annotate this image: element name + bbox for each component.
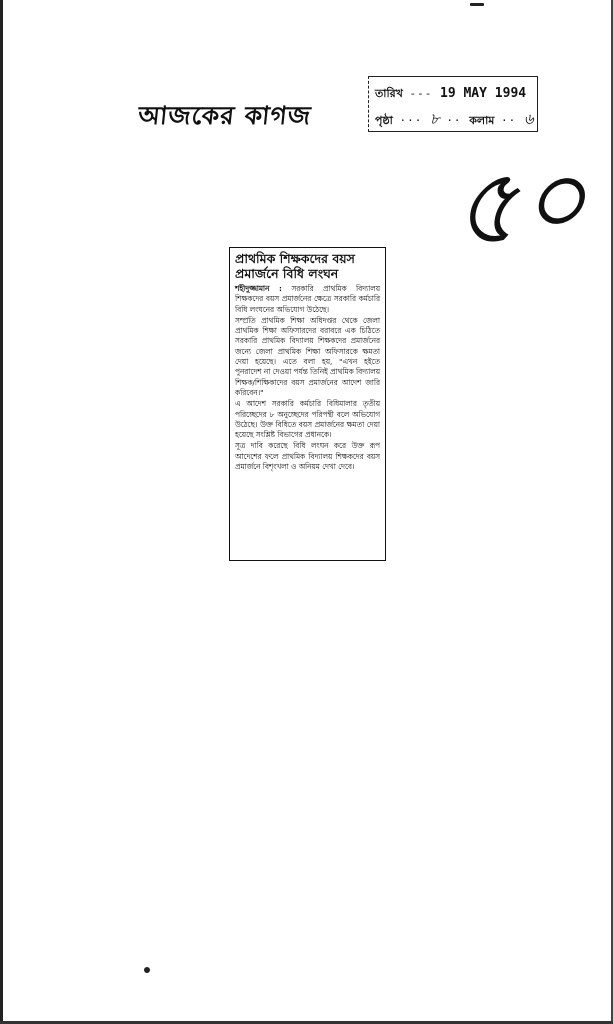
stamp-page-value: ৮ — [429, 110, 440, 128]
headline-line-2: প্রমার্জনে বিধি লংঘন — [235, 266, 339, 281]
article-byline: শহীদুজ্জামান : — [235, 284, 282, 293]
stamp-dots: ··· — [399, 114, 430, 127]
article-paragraph-4: সূত্র দাবি করেছে বিধি লংঘন করে উক্ত রূপ আদেশের ফলে প্রাথমিক বিদ্যালয় শিক্ষকদের বয়স প্রমার্জনে বিশৃংখলা ও অনিয়ম দেখা দেবে। — [235, 441, 380, 472]
handwritten-page-number: ৫০ — [445, 136, 594, 272]
headline-line-1: প্রাথমিক শিক্ষকদের বয়স — [235, 251, 355, 266]
stamp-date-label: তারিখ — [375, 87, 403, 100]
article-paragraph-3: এ আদেশ সরকারি কর্মচারি বিধিমালার তৃতীয় পরিচ্ছেদের ৮ অনুচ্ছেদের পরিপন্থী বলে অভিযোগ উঠেছে। উক্ত বিধিতে বয়স প্রমার্জনের ক্ষমতা দেয়া হয়েছে সংশ্লিষ্ট বিভাগের প্রধানকে। — [235, 399, 380, 440]
stamp-column-label: কলাম — [469, 114, 495, 127]
newspaper-masthead: আজকের কাগজ — [136, 101, 313, 130]
date-stamp — [368, 76, 538, 132]
newspaper-clipping — [229, 247, 386, 561]
article-paragraph-1-text: সরকারি প্রাথমিক বিদ্যালয় শিক্ষকদের বয়স প্রমার্জনের ক্ষেত্রে সরকারি কর্মচারি বিধি লংঘনের অভিযোগ উঠেছে। — [235, 284, 380, 314]
stamp-date-row — [375, 85, 526, 104]
ink-speck — [470, 3, 484, 6]
article-paragraph-1 — [235, 284, 380, 315]
stamp-page-row — [375, 108, 534, 133]
stamp-page-label: পৃষ্ঠা — [375, 114, 393, 127]
stamp-column-value: ৬ — [523, 110, 534, 128]
stamp-dots: ·· — [501, 114, 524, 127]
stamp-date-value: 19 MAY 1994 — [440, 86, 527, 101]
article-paragraph-2: সম্প্রতি প্রাথমিক শিক্ষা অধিদপ্তর থেকে জেলা প্রাথমিক শিক্ষা অফিসারদের বরাবরে এক চিঠিতে সরকারি প্রাথমিক বিদ্যালয় শিক্ষকদের প্রমার্জনের জন্যে জেলা প্রাথমিক শিক্ষা অফিসারকে ক্ষমতা দেয়া হয়েছে। এতে বলা হয়, "এখন হইতে পুনরাদেশ না দেওয়া পর্যন্ত তিনিই প্রাথমিক বিদ্যালয় শিক্ষক/শিক্ষিকাদের বয়স প্রমার্জনের আদেশ জারি করিবেন।" — [235, 315, 380, 397]
stamp-dots: --- — [409, 87, 440, 100]
page-edge-left — [0, 0, 3, 1024]
stamp-dots: ·· — [446, 114, 470, 127]
article-headline — [235, 251, 380, 281]
ink-speck — [144, 967, 150, 973]
